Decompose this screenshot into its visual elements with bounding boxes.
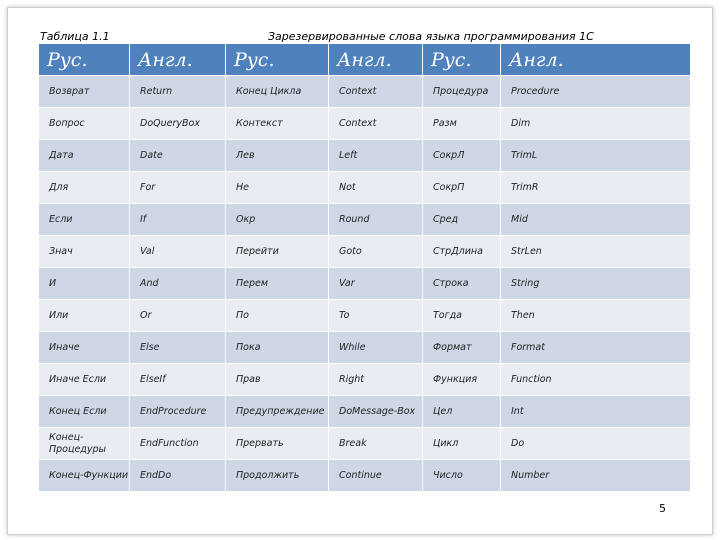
table-cell: And — [130, 268, 226, 300]
table-cell: EndDo — [130, 460, 226, 492]
table-cell: Иначе — [39, 332, 130, 364]
table-cell: СтрДлина — [423, 236, 501, 268]
table-row — [39, 428, 691, 460]
table-cell: Продолжить — [226, 460, 329, 492]
table-cell: Число — [423, 460, 501, 492]
table-cell: Сред — [423, 204, 501, 236]
table-cell: Or — [130, 300, 226, 332]
table-cell: Var — [329, 268, 423, 300]
table-cell: Date — [130, 140, 226, 172]
table-cell: И — [39, 268, 130, 300]
table-cell: Mid — [501, 204, 691, 236]
table-caption-number: Таблица 1.1 — [40, 30, 110, 43]
table-cell: Тогда — [423, 300, 501, 332]
table-row — [39, 332, 691, 364]
table-cell: Do — [501, 428, 691, 460]
table-cell: Context — [329, 76, 423, 108]
header-row — [39, 44, 691, 76]
table-row — [39, 76, 691, 108]
table-cell: Иначе Если — [39, 364, 130, 396]
table-row — [39, 268, 691, 300]
table-cell: Format — [501, 332, 691, 364]
table-cell: СокрЛ — [423, 140, 501, 172]
table-cell: If — [130, 204, 226, 236]
table-cell: TrimL — [501, 140, 691, 172]
table-cell: Конец-Процедуры — [39, 428, 130, 460]
table-cell: Конец-Функции — [39, 460, 130, 492]
table-cell: Функция — [423, 364, 501, 396]
table-cell: Окр — [226, 204, 329, 236]
table-cell: EndFunction — [130, 428, 226, 460]
header-cell: Англ. — [501, 44, 691, 76]
table-cell: StrLen — [501, 236, 691, 268]
table-cell: Предупреждение — [226, 396, 329, 428]
table-cell: Знач — [39, 236, 130, 268]
table-cell: DoMessage-Box — [329, 396, 423, 428]
header-cell: Англ. — [130, 44, 226, 76]
table-cell: Перем — [226, 268, 329, 300]
table-cell: Дата — [39, 140, 130, 172]
table-cell: DoQueryBox — [130, 108, 226, 140]
page-number: 5 — [659, 502, 666, 515]
table-cell: Function — [501, 364, 691, 396]
table-cell: Разм — [423, 108, 501, 140]
table-cell: Не — [226, 172, 329, 204]
table-cell: Return — [130, 76, 226, 108]
table-cell: Not — [329, 172, 423, 204]
table-cell: Если — [39, 204, 130, 236]
table-cell: Break — [329, 428, 423, 460]
table-cell: Else — [130, 332, 226, 364]
table-cell: Прав — [226, 364, 329, 396]
table-cell: Procedure — [501, 76, 691, 108]
table-cell: ElseIf — [130, 364, 226, 396]
table-cell: Цикл — [423, 428, 501, 460]
table-cell: Int — [501, 396, 691, 428]
table-cell: Прервать — [226, 428, 329, 460]
header-cell: Англ. — [329, 44, 423, 76]
table-cell: Конец Если — [39, 396, 130, 428]
header-cell: Рус. — [423, 44, 501, 76]
table-body — [39, 76, 691, 492]
table-cell: Then — [501, 300, 691, 332]
table-cell: Процедура — [423, 76, 501, 108]
table-row — [39, 140, 691, 172]
table-cell: EndProcedure — [130, 396, 226, 428]
table-cell: Лев — [226, 140, 329, 172]
table-cell: СокрП — [423, 172, 501, 204]
table-cell: Dim — [501, 108, 691, 140]
table-cell: Goto — [329, 236, 423, 268]
table-cell: Continue — [329, 460, 423, 492]
table-cell: Формат — [423, 332, 501, 364]
table-cell: Val — [130, 236, 226, 268]
table-cell: Number — [501, 460, 691, 492]
table-cell: TrimR — [501, 172, 691, 204]
table-cell: Возврат — [39, 76, 130, 108]
table-cell: Строка — [423, 268, 501, 300]
table-cell: To — [329, 300, 423, 332]
table-caption-title: Зарезервированные слова языка программирования 1С — [268, 30, 594, 43]
table-cell: Конец Цикла — [226, 76, 329, 108]
table-row — [39, 108, 691, 140]
reserved-words-table — [38, 43, 691, 492]
table-cell: While — [329, 332, 423, 364]
table-row — [39, 172, 691, 204]
table-row — [39, 396, 691, 428]
table-cell: Left — [329, 140, 423, 172]
header-cell: Рус. — [39, 44, 130, 76]
table-cell: Перейти — [226, 236, 329, 268]
table-cell: Context — [329, 108, 423, 140]
table-cell: Right — [329, 364, 423, 396]
table-row — [39, 364, 691, 396]
table-cell: По — [226, 300, 329, 332]
table-row — [39, 300, 691, 332]
header-cell: Рус. — [226, 44, 329, 76]
table-cell: Пока — [226, 332, 329, 364]
table-cell: Вопрос — [39, 108, 130, 140]
table-cell: Цел — [423, 396, 501, 428]
table-row — [39, 236, 691, 268]
table-cell: Контекст — [226, 108, 329, 140]
table-cell: String — [501, 268, 691, 300]
table-cell: For — [130, 172, 226, 204]
table-row — [39, 204, 691, 236]
table-cell: Round — [329, 204, 423, 236]
table-row — [39, 460, 691, 492]
table-cell: Для — [39, 172, 130, 204]
table-cell: Или — [39, 300, 130, 332]
